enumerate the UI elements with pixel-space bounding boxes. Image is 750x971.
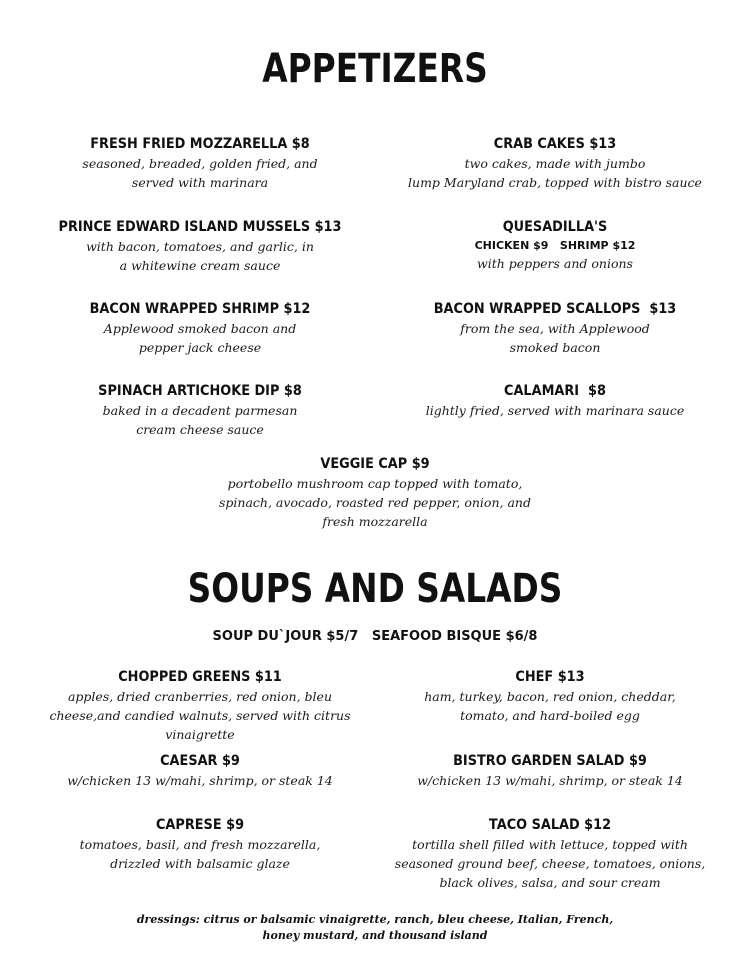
description-line: seasoned ground beef, cheese, tomatoes, onions, xyxy=(394,856,706,871)
description-line: served with marinara xyxy=(131,175,269,190)
description-line: a whitewine cream sauce xyxy=(119,258,281,273)
menu-item-bacon-wrapped-shrimp xyxy=(40,300,360,357)
item-description xyxy=(375,401,735,420)
description-line: vinaigrette xyxy=(165,727,235,742)
description-line: lump Maryland crab, topped with bistro sauce xyxy=(408,175,702,190)
item-name: BACON WRAPPED SCALLOPS $13 xyxy=(433,301,677,317)
item-name: TACO SALAD $12 xyxy=(488,817,612,833)
item-name: CALAMARI $8 xyxy=(503,383,606,399)
appetizers-heading: APPETIZERS xyxy=(262,46,488,92)
item-name: PRINCE EDWARD ISLAND MUSSELS $13 xyxy=(58,219,342,235)
description-line: tomatoes, basil, and fresh mozzarella, xyxy=(79,837,321,852)
item-description xyxy=(40,237,360,275)
menu-item-veggie-cap xyxy=(175,455,575,531)
description-line: baked in a decadent parmesan xyxy=(102,403,298,418)
menu-item-quesadillas xyxy=(375,218,735,273)
menu-item-bacon-wrapped-scallops xyxy=(375,300,735,357)
description-line: drizzled with balsamic glaze xyxy=(110,856,290,871)
item-name: VEGGIE CAP $9 xyxy=(320,456,430,472)
menu-item-pei-mussels xyxy=(40,218,360,275)
item-description xyxy=(40,401,360,439)
description-line: with peppers and onions xyxy=(477,256,633,271)
item-description xyxy=(30,835,370,873)
soups-prices: SOUP DU`JOUR $5/7 SEAFOOD BISQUE $6/8 xyxy=(212,629,538,644)
description-line: w/chicken 13 w/mahi, shrimp, or steak 14 xyxy=(67,773,333,788)
description-line: portobello mushroom cap topped with tomato, xyxy=(227,476,523,491)
dressings-line: honey mustard, and thousand island xyxy=(262,929,488,942)
menu-item-calamari xyxy=(375,382,735,420)
menu-item-fresh-fried-mozzarella xyxy=(40,135,360,192)
description-line: seasoned, breaded, golden fried, and xyxy=(82,156,318,171)
description-line: w/chicken 13 w/mahi, shrimp, or steak 14 xyxy=(417,773,683,788)
description-line: tomato, and hard-boiled egg xyxy=(460,708,640,723)
description-line: apples, dried cranberries, red onion, bleu xyxy=(67,689,333,704)
description-line: tortilla shell filled with lettuce, topped with xyxy=(412,837,688,852)
description-line: from the sea, with Applewood xyxy=(460,321,650,336)
item-description xyxy=(375,254,735,273)
description-line: lightly fried, served with marinara sauce xyxy=(425,403,685,418)
item-description xyxy=(380,771,720,790)
dressings-note xyxy=(100,912,650,944)
soups-salads-heading: SOUPS AND SALADS xyxy=(187,566,563,612)
item-name: CAESAR $9 xyxy=(160,753,240,769)
item-name: CAPRESE $9 xyxy=(155,817,245,833)
description-line: cream cheese sauce xyxy=(136,422,264,437)
item-description xyxy=(30,771,370,790)
menu-item-taco-salad xyxy=(380,816,720,892)
item-name: BACON WRAPPED SHRIMP $12 xyxy=(89,301,311,317)
description-line: smoked bacon xyxy=(509,340,601,355)
item-name: CRAB CAKES $13 xyxy=(493,136,617,152)
description-line: Applewood smoked bacon and xyxy=(103,321,297,336)
menu-item-chopped-greens xyxy=(30,668,370,744)
description-line: black olives, salsa, and sour cream xyxy=(439,875,661,890)
description-line: with bacon, tomatoes, and garlic, in xyxy=(86,239,314,254)
item-name: SPINACH ARTICHOKE DIP $8 xyxy=(98,383,302,399)
item-price-options: CHICKEN $9 SHRIMP $12 xyxy=(474,239,636,252)
item-name: FRESH FRIED MOZZARELLA $8 xyxy=(90,136,310,152)
item-description xyxy=(40,154,360,192)
description-line: cheese,and candied walnuts, served with citrus xyxy=(49,708,351,723)
menu-item-caesar xyxy=(30,752,370,790)
item-name: CHEF $13 xyxy=(515,669,585,685)
description-line: ham, turkey, bacon, red onion, cheddar, xyxy=(424,689,676,704)
menu-item-bistro-garden-salad xyxy=(380,752,720,790)
description-line: two cakes, made with jumbo xyxy=(464,156,646,171)
description-line: spinach, avocado, roasted red pepper, onion, and xyxy=(219,495,531,510)
item-name: CHOPPED GREENS $11 xyxy=(118,669,282,685)
description-line: pepper jack cheese xyxy=(138,340,262,355)
item-description xyxy=(375,319,735,357)
item-description xyxy=(40,319,360,357)
menu-item-caprese xyxy=(30,816,370,873)
item-name: QUESADILLA'S xyxy=(502,219,608,235)
item-description xyxy=(375,154,735,192)
menu-item-chef xyxy=(380,668,720,725)
item-description xyxy=(380,687,720,725)
menu-item-spinach-artichoke-dip xyxy=(40,382,360,439)
item-description xyxy=(380,835,720,892)
menu-item-crab-cakes xyxy=(375,135,735,192)
item-description xyxy=(175,474,575,531)
item-description xyxy=(30,687,370,744)
dressings-line: dressings: citrus or balsamic vinaigrette, ranch, bleu cheese, Italian, French, xyxy=(136,913,614,926)
description-line: fresh mozzarella xyxy=(322,514,428,529)
item-name: BISTRO GARDEN SALAD $9 xyxy=(453,753,647,769)
